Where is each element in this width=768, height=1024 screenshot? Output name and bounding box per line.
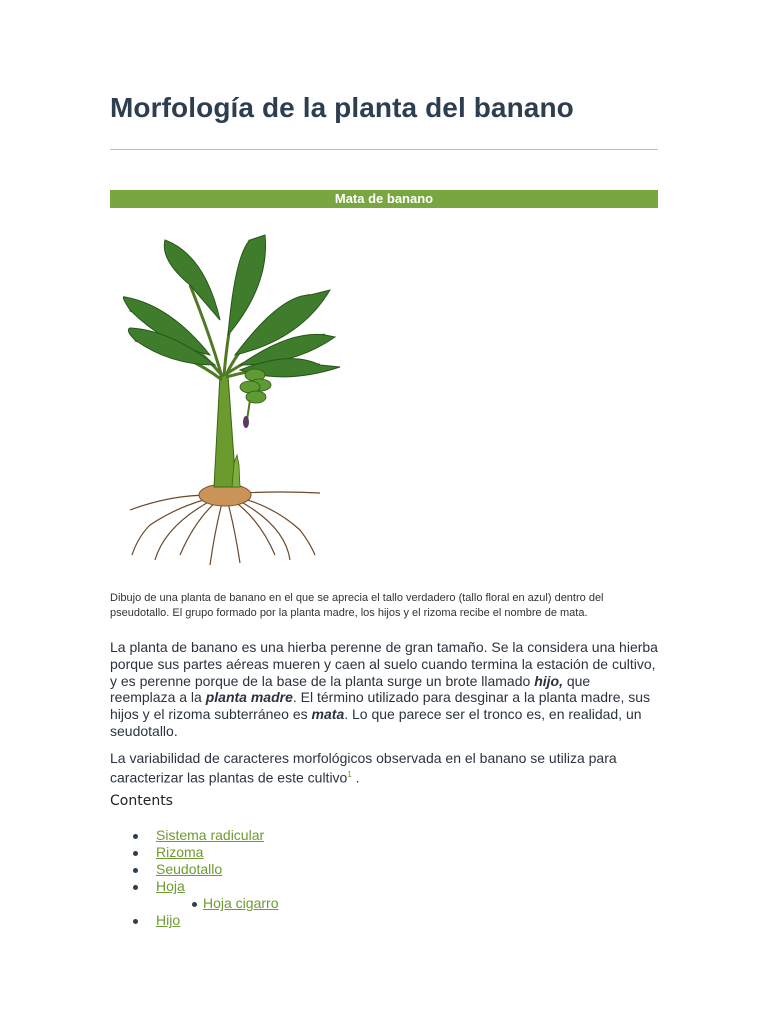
title-divider bbox=[110, 149, 658, 150]
reference-link[interactable]: 1 bbox=[347, 769, 352, 779]
bullet-icon bbox=[192, 902, 197, 907]
toc-link[interactable]: Seudotallo bbox=[156, 861, 223, 877]
page-title: Morfología de la planta del banano bbox=[110, 92, 574, 123]
toc-item-hoja-cigarro bbox=[110, 895, 658, 912]
figure-caption: Dibujo de una planta de banano en el que se aprecia el tallo verdadero (tallo floral en azul) dentro del pseudotallo. El grupo formado por la planta madre, los hijos y el rizoma recibe el nombre de mata. bbox=[110, 592, 604, 619]
text-segment: que reemplaza a la bbox=[110, 672, 591, 706]
term-mata: mata bbox=[311, 706, 345, 723]
toc-link[interactable]: Hoja cigarro bbox=[203, 895, 279, 911]
toc-link[interactable]: Hoja bbox=[156, 878, 185, 894]
toc-item-hijo bbox=[110, 912, 658, 929]
bullet-icon bbox=[133, 885, 138, 890]
variability-paragraph bbox=[110, 750, 658, 786]
toc-link[interactable]: Rizoma bbox=[156, 844, 204, 860]
toc-item-rizoma bbox=[110, 844, 658, 861]
banana-plant-illustration bbox=[110, 225, 355, 570]
intro-paragraph bbox=[110, 639, 658, 740]
pseudostem bbox=[214, 375, 236, 487]
toc-item-hoja bbox=[110, 878, 658, 895]
term-hijo: hijo, bbox=[534, 672, 563, 689]
bullet-icon bbox=[133, 919, 138, 924]
bullet-icon bbox=[133, 851, 138, 856]
text-segment: . Lo que parece ser el tronco es, en realidad, un seudotallo. bbox=[110, 706, 642, 739]
text-segment: . El término utilizado para desginar a la planta madre, sus hijos y el rizoma subterráneo es bbox=[110, 689, 651, 723]
contents-heading: Contents bbox=[110, 793, 173, 809]
table-of-contents bbox=[110, 827, 658, 929]
infobox-header: Mata de banano bbox=[110, 190, 658, 208]
toc-item-seudotallo bbox=[110, 861, 658, 878]
flower-bud bbox=[243, 416, 249, 428]
toc-item-sistema-radicular bbox=[110, 827, 658, 844]
toc-link[interactable]: Hijo bbox=[156, 912, 181, 928]
text-segment: . bbox=[351, 769, 360, 786]
bullet-icon bbox=[133, 834, 138, 839]
toc-link[interactable]: Sistema radicular bbox=[156, 827, 265, 843]
text-segment: La variabilidad de caracteres morfológicos observada en el banano se utiliza para caracterizar las plantas de este cultivo bbox=[110, 750, 617, 786]
term-planta-madre: planta madre bbox=[205, 689, 293, 706]
bullet-icon bbox=[133, 868, 138, 873]
leaves bbox=[123, 235, 340, 377]
text-segment: La planta de banano es una hierba perenne de gran tamaño. Se la considera una hierba porque sus partes aéreas mueren y caen al suelo cuando termina la estación de cultivo, y es perenne porque de la base de la planta surge un brote llamado bbox=[110, 639, 658, 689]
